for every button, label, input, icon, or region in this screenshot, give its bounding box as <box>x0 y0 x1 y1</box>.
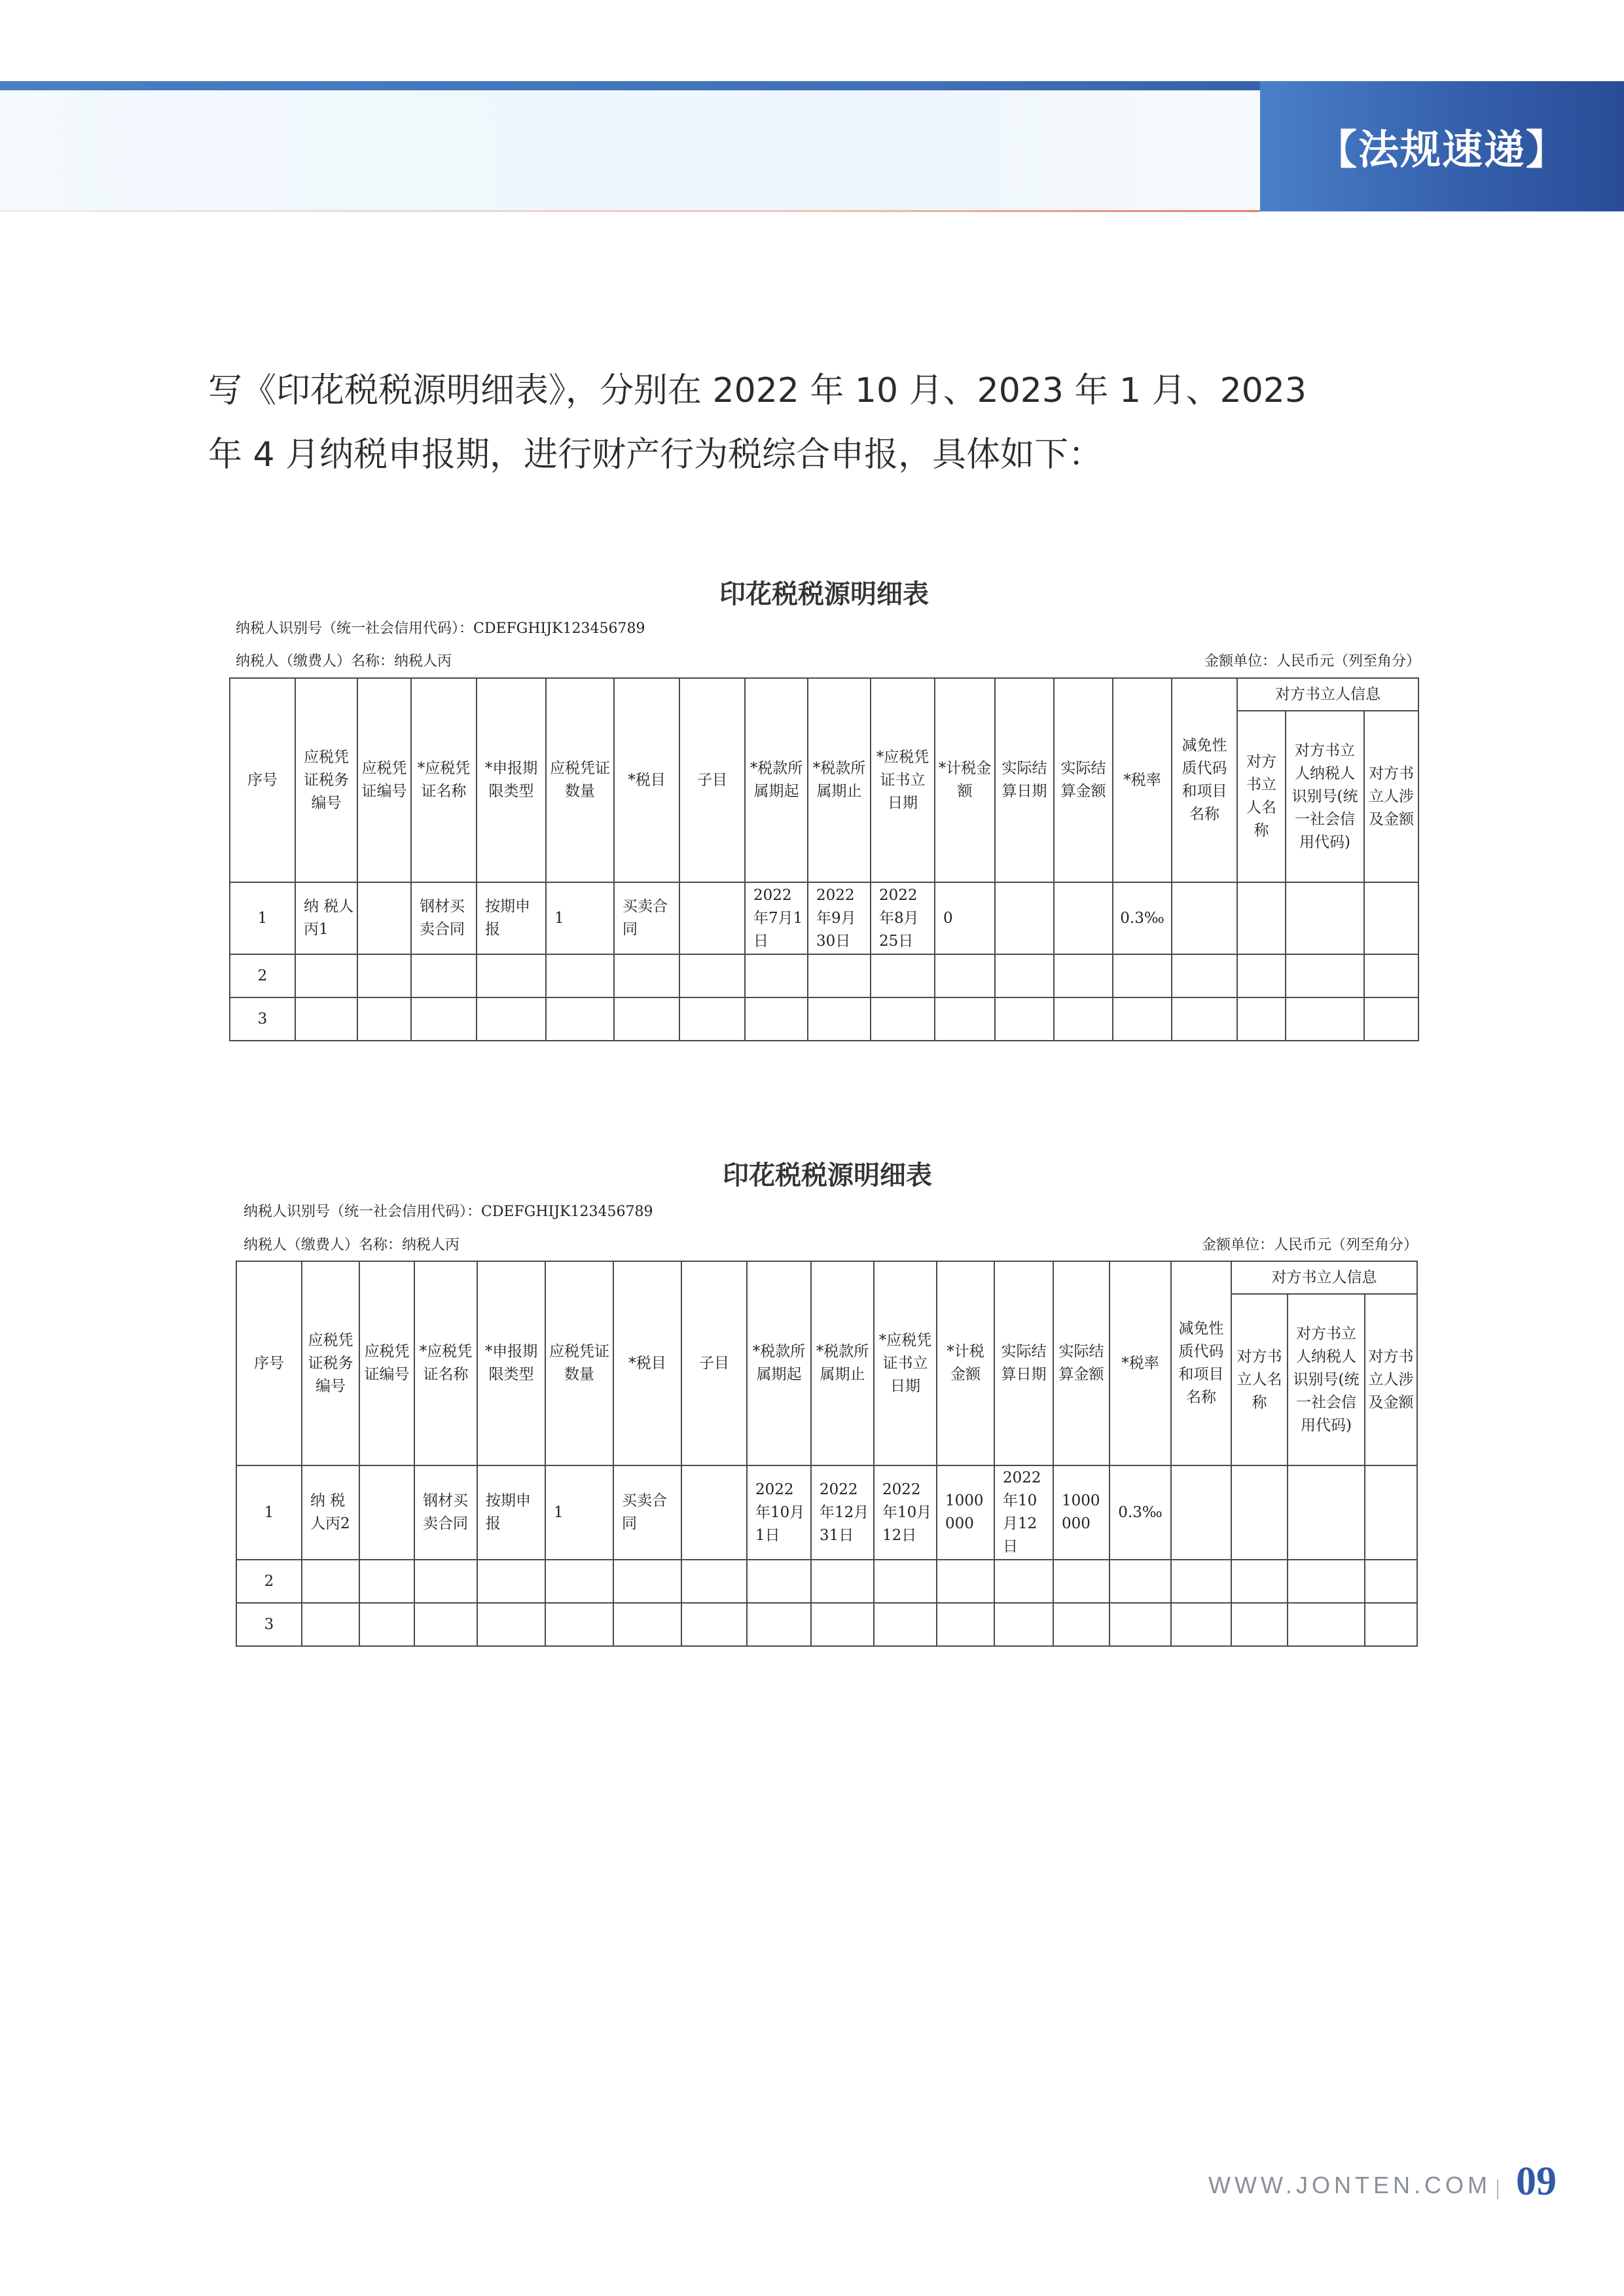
cell-cp-amount <box>1364 882 1418 954</box>
col-settle-amount: 实际结算金额 <box>1053 1261 1110 1465</box>
cell-tax-item: 买卖合同 <box>614 882 679 954</box>
col-period-type: *申报期限类型 <box>477 678 546 882</box>
col-settle-date: 实际结算日期 <box>994 1261 1053 1465</box>
footer-url: WWW.JONTEN.COM <box>1208 2172 1491 2198</box>
sheet-title: 印花税税源明细表 <box>719 579 929 609</box>
intro-line-1: 写《印花税税源明细表》，分别在 2022 年 10 月、2023 年 1 月、2023 <box>208 371 1307 410</box>
header-band <box>0 90 1260 211</box>
col-doc-qty: 应税凭证数量 <box>545 1261 613 1465</box>
cell-exemption <box>1171 1465 1231 1560</box>
cell-seq: 1 <box>230 882 295 954</box>
table-row <box>230 997 1418 1041</box>
footer-divider <box>1497 2179 1498 2199</box>
cell-doc-no <box>359 1465 414 1560</box>
cell-cp-id <box>1288 1465 1365 1560</box>
table-row <box>230 954 1418 997</box>
cell-doc-qty: 1 <box>545 1465 613 1560</box>
table-row <box>236 1465 1417 1560</box>
cell-cp-amount <box>1365 1465 1417 1560</box>
col-tax-rate: *税率 <box>1110 1261 1171 1465</box>
currency-unit: 金额单位：人民币元（列至角分） <box>1201 1237 1418 1253</box>
cell-tax-doc-no: 纳 税人丙2 <box>302 1465 359 1560</box>
cell-seq: 3 <box>230 997 295 1041</box>
col-doc-no: 应税凭证编号 <box>359 1261 414 1465</box>
cell-taxable-amount: 1000000 <box>937 1465 994 1560</box>
col-cp-id: 对方书立人纳税人识别号(统一社会信用代码) <box>1286 711 1364 882</box>
cell-settle-amount <box>1054 882 1113 954</box>
col-exemption: 减免性质代码和项目名称 <box>1172 678 1237 882</box>
col-sub-item: 子目 <box>679 678 745 882</box>
taxpayer-name: 纳税人（缴费人）名称：纳税人丙 <box>236 653 452 670</box>
col-cp-name: 对方书立人名称 <box>1231 1294 1288 1465</box>
cell-tax-item: 买卖合同 <box>613 1465 681 1560</box>
col-exemption: 减免性质代码和项目名称 <box>1171 1261 1231 1465</box>
cell-doc-name: 钢材买卖合同 <box>411 882 477 954</box>
header-band-underline <box>0 210 1260 212</box>
col-counterparty-group: 对方书立人信息 <box>1231 1261 1417 1294</box>
cell-sub-item <box>681 1465 747 1560</box>
cell-sign-date: 2022年8月25日 <box>871 882 935 954</box>
taxpayer-id: 纳税人识别号（统一社会信用代码）：CDEFGHIJK123456789 <box>244 1204 653 1220</box>
col-cp-amount: 对方书立人涉及金额 <box>1364 711 1418 882</box>
col-doc-name: *应税凭证名称 <box>414 1261 477 1465</box>
cell-period-end: 2022年9月30日 <box>808 882 871 954</box>
table-row <box>230 882 1418 954</box>
sheet-title: 印花税税源明细表 <box>723 1160 932 1191</box>
col-taxable-amount: *计税金额 <box>937 1261 994 1465</box>
cell-tax-rate: 0.3‰ <box>1110 1465 1171 1560</box>
col-doc-name: *应税凭证名称 <box>411 678 477 882</box>
cell-seq: 3 <box>236 1603 302 1646</box>
col-settle-date: 实际结算日期 <box>995 678 1054 882</box>
cell-doc-name: 钢材买卖合同 <box>414 1465 477 1560</box>
page-number: 09 <box>1516 2159 1557 2204</box>
col-doc-qty: 应税凭证数量 <box>546 678 614 882</box>
col-cp-amount: 对方书立人涉及金额 <box>1365 1294 1417 1465</box>
tax-source-table <box>229 677 1419 1041</box>
tax-source-sheet-2 <box>233 1147 1422 1644</box>
col-seq: 序号 <box>236 1261 302 1465</box>
col-tax-doc-no: 应税凭证税务编号 <box>302 1261 359 1465</box>
cell-period-start: 2022年10月1日 <box>747 1465 811 1560</box>
col-tax-item: *税目 <box>613 1261 681 1465</box>
cell-period-type: 按期申报 <box>477 1465 545 1560</box>
table-row <box>236 1560 1417 1603</box>
cell-tax-doc-no: 纳 税人丙1 <box>295 882 357 954</box>
cell-period-end: 2022年12月31日 <box>811 1465 874 1560</box>
cell-settle-amount: 1000000 <box>1053 1465 1110 1560</box>
cell-sub-item <box>679 882 745 954</box>
col-counterparty-group: 对方书立人信息 <box>1237 678 1418 711</box>
col-sign-date: *应税凭证书立日期 <box>871 678 935 882</box>
cell-period-type: 按期申报 <box>477 882 546 954</box>
cell-cp-name <box>1237 882 1286 954</box>
intro-line-2: 年 4 月纳税申报期，进行财产行为税综合申报，具体如下： <box>208 435 1103 475</box>
col-tax-doc-no: 应税凭证税务编号 <box>295 678 357 882</box>
col-cp-id: 对方书立人纳税人识别号(统一社会信用代码) <box>1288 1294 1365 1465</box>
cell-sign-date: 2022年10月12日 <box>874 1465 937 1560</box>
cell-exemption <box>1172 882 1237 954</box>
col-period-type: *申报期限类型 <box>477 1261 545 1465</box>
cell-seq: 1 <box>236 1465 302 1560</box>
cell-doc-no <box>357 882 411 954</box>
col-doc-no: 应税凭证编号 <box>357 678 411 882</box>
cell-seq: 2 <box>230 954 295 997</box>
col-taxable-amount: *计税金额 <box>935 678 995 882</box>
cell-settle-date: 2022年10月12日 <box>994 1465 1053 1560</box>
col-period-end: *税款所属期止 <box>808 678 871 882</box>
section-tag: 【法规速递】 <box>1260 81 1624 211</box>
col-period-start: *税款所属期起 <box>745 678 808 882</box>
tax-source-sheet-1 <box>226 563 1422 1047</box>
cell-tax-rate: 0.3‰ <box>1113 882 1172 954</box>
currency-unit: 金额单位：人民币元（列至角分） <box>1204 653 1420 670</box>
col-period-end: *税款所属期止 <box>811 1261 874 1465</box>
cell-cp-id <box>1286 882 1364 954</box>
cell-settle-date <box>995 882 1054 954</box>
col-tax-item: *税目 <box>614 678 679 882</box>
cell-taxable-amount: 0 <box>935 882 995 954</box>
col-sub-item: 子目 <box>681 1261 747 1465</box>
cell-period-start: 2022年7月1日 <box>745 882 808 954</box>
cell-seq: 2 <box>236 1560 302 1603</box>
tax-source-table <box>236 1261 1418 1647</box>
cell-cp-name <box>1231 1465 1288 1560</box>
table-row <box>236 1603 1417 1646</box>
intro-paragraph <box>208 359 1426 487</box>
col-seq: 序号 <box>230 678 295 882</box>
col-cp-name: 对方书立人名称 <box>1237 711 1286 882</box>
cell-doc-qty: 1 <box>546 882 614 954</box>
col-period-start: *税款所属期起 <box>747 1261 811 1465</box>
taxpayer-id: 纳税人识别号（统一社会信用代码）：CDEFGHIJK123456789 <box>236 620 645 637</box>
col-sign-date: *应税凭证书立日期 <box>874 1261 937 1465</box>
col-tax-rate: *税率 <box>1113 678 1172 882</box>
taxpayer-name: 纳税人（缴费人）名称：纳税人丙 <box>244 1237 460 1253</box>
col-settle-amount: 实际结算金额 <box>1054 678 1113 882</box>
